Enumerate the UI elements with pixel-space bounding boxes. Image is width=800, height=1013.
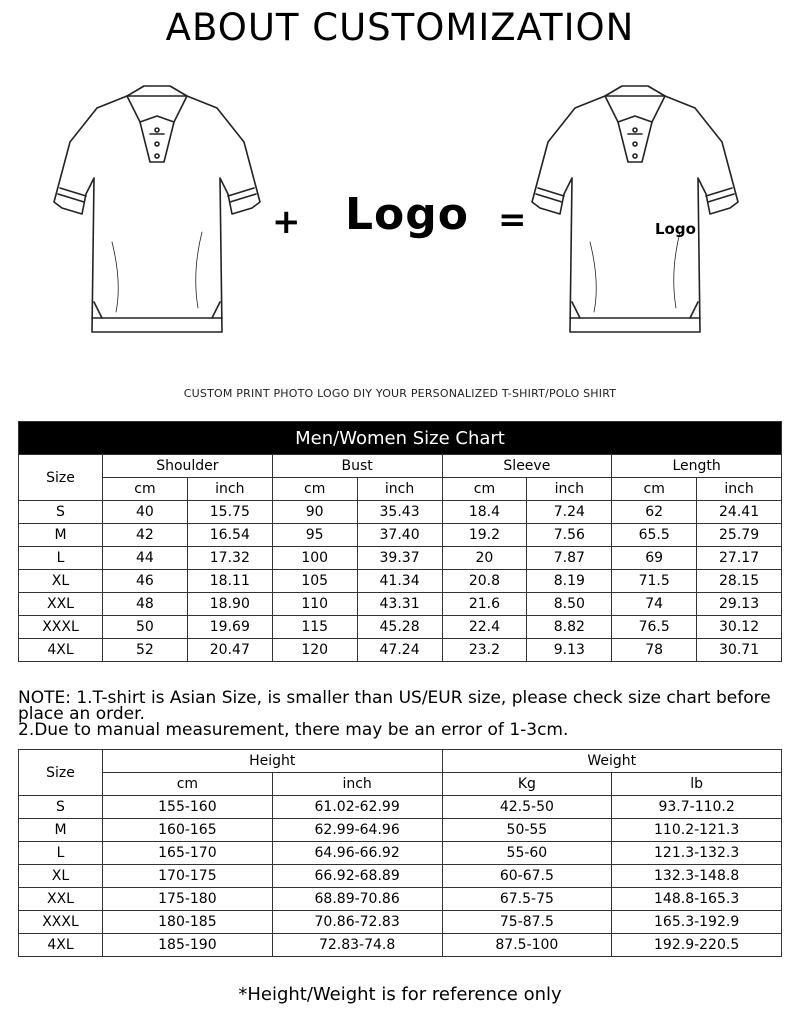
table-row <box>19 547 782 570</box>
page-title: ABOUT CUSTOMIZATION <box>165 6 635 49</box>
value-cell: 132.3-148.8 <box>612 865 782 888</box>
value-cell: 35.43 <box>357 501 442 524</box>
table-row <box>19 501 782 524</box>
value-cell: 44 <box>103 547 188 570</box>
unit-header: lb <box>612 773 782 796</box>
value-cell: 120 <box>272 639 357 662</box>
table-row <box>19 819 782 842</box>
value-cell: 41.34 <box>357 570 442 593</box>
value-cell: 72.83-74.8 <box>272 934 442 957</box>
value-cell: 19.2 <box>442 524 527 547</box>
table-row <box>19 911 782 934</box>
value-cell: 17.32 <box>187 547 272 570</box>
size-cell: XXXL <box>19 616 103 639</box>
value-cell: 50 <box>103 616 188 639</box>
value-cell: 8.19 <box>527 570 612 593</box>
group-header: Shoulder <box>103 455 273 478</box>
value-cell: 93.7-110.2 <box>612 796 782 819</box>
value-cell: 16.54 <box>187 524 272 547</box>
value-cell: 28.15 <box>697 570 782 593</box>
footer-note: *Height/Weight is for reference only <box>238 984 562 1005</box>
size-cell: L <box>19 547 103 570</box>
unit-header: inch <box>187 478 272 501</box>
table-row <box>19 796 782 819</box>
size-cell: 4XL <box>19 934 103 957</box>
size-cell: XXXL <box>19 911 103 934</box>
value-cell: 7.87 <box>527 547 612 570</box>
value-cell: 39.37 <box>357 547 442 570</box>
value-cell: 170-175 <box>103 865 273 888</box>
value-cell: 185-190 <box>103 934 273 957</box>
value-cell: 18.4 <box>442 501 527 524</box>
value-cell: 121.3-132.3 <box>612 842 782 865</box>
table-row <box>19 639 782 662</box>
size-chart-table <box>18 421 782 662</box>
value-cell: 160-165 <box>103 819 273 842</box>
value-cell: 24.41 <box>697 501 782 524</box>
size-cell: S <box>19 501 103 524</box>
value-cell: 64.96-66.92 <box>272 842 442 865</box>
value-cell: 37.40 <box>357 524 442 547</box>
group-header: Height <box>103 750 443 773</box>
value-cell: 71.5 <box>612 570 697 593</box>
table-row <box>19 888 782 911</box>
size-cell: XXL <box>19 888 103 911</box>
group-header: Bust <box>272 455 442 478</box>
value-cell: 52 <box>103 639 188 662</box>
value-cell: 66.92-68.89 <box>272 865 442 888</box>
value-cell: 75-87.5 <box>442 911 612 934</box>
value-cell: 8.50 <box>527 593 612 616</box>
value-cell: 180-185 <box>103 911 273 934</box>
equals-sign: = <box>498 200 527 240</box>
value-cell: 110.2-121.3 <box>612 819 782 842</box>
value-cell: 62.99-64.96 <box>272 819 442 842</box>
unit-header: cm <box>442 478 527 501</box>
size-cell: XXL <box>19 593 103 616</box>
size-column-header: Size <box>19 455 103 501</box>
unit-header: cm <box>103 773 273 796</box>
table-row <box>19 616 782 639</box>
value-cell: 90 <box>272 501 357 524</box>
value-cell: 23.2 <box>442 639 527 662</box>
table-row <box>19 842 782 865</box>
unit-header: inch <box>272 773 442 796</box>
value-cell: 67.5-75 <box>442 888 612 911</box>
note-line-2: 2.Due to manual measurement, there may be an error of 1-3cm. <box>18 720 569 740</box>
note-line-1: NOTE: 1.T-shirt is Asian Size, is smaller than US/EUR size, please check size chart before place an order. <box>18 688 771 724</box>
value-cell: 87.5-100 <box>442 934 612 957</box>
size-column-header: Size <box>19 750 103 796</box>
value-cell: 115 <box>272 616 357 639</box>
value-cell: 95 <box>272 524 357 547</box>
size-cell: XL <box>19 570 103 593</box>
value-cell: 110 <box>272 593 357 616</box>
value-cell: 15.75 <box>187 501 272 524</box>
subtitle: CUSTOM PRINT PHOTO LOGO DIY YOUR PERSONALIZED T-SHIRT/POLO SHIRT <box>183 387 617 400</box>
unit-header: inch <box>357 478 442 501</box>
value-cell: 30.71 <box>697 639 782 662</box>
unit-header: Kg <box>442 773 612 796</box>
value-cell: 61.02-62.99 <box>272 796 442 819</box>
customization-illustration <box>0 72 800 372</box>
value-cell: 175-180 <box>103 888 273 911</box>
value-cell: 45.28 <box>357 616 442 639</box>
value-cell: 18.11 <box>187 570 272 593</box>
value-cell: 105 <box>272 570 357 593</box>
size-cell: L <box>19 842 103 865</box>
value-cell: 20.8 <box>442 570 527 593</box>
height-weight-table <box>18 749 782 957</box>
value-cell: 7.24 <box>527 501 612 524</box>
size-chart-heading: Men/Women Size Chart <box>19 422 782 455</box>
value-cell: 148.8-165.3 <box>612 888 782 911</box>
group-header: Sleeve <box>442 455 612 478</box>
value-cell: 100 <box>272 547 357 570</box>
value-cell: 40 <box>103 501 188 524</box>
value-cell: 65.5 <box>612 524 697 547</box>
value-cell: 30.12 <box>697 616 782 639</box>
plus-sign: + <box>272 202 301 242</box>
value-cell: 192.9-220.5 <box>612 934 782 957</box>
value-cell: 27.17 <box>697 547 782 570</box>
unit-header: cm <box>612 478 697 501</box>
unit-header: cm <box>103 478 188 501</box>
value-cell: 8.82 <box>527 616 612 639</box>
value-cell: 20.47 <box>187 639 272 662</box>
value-cell: 9.13 <box>527 639 612 662</box>
value-cell: 48 <box>103 593 188 616</box>
value-cell: 20 <box>442 547 527 570</box>
value-cell: 42.5-50 <box>442 796 612 819</box>
value-cell: 29.13 <box>697 593 782 616</box>
value-cell: 155-160 <box>103 796 273 819</box>
value-cell: 74 <box>612 593 697 616</box>
shirt-logo-text: Logo <box>655 220 696 238</box>
table-row <box>19 593 782 616</box>
size-cell: M <box>19 819 103 842</box>
value-cell: 42 <box>103 524 188 547</box>
value-cell: 46 <box>103 570 188 593</box>
value-cell: 22.4 <box>442 616 527 639</box>
size-cell: XL <box>19 865 103 888</box>
plain-polo-shirt-icon <box>52 82 262 342</box>
table-row <box>19 865 782 888</box>
table-row <box>19 570 782 593</box>
table-row <box>19 934 782 957</box>
table-row <box>19 524 782 547</box>
value-cell: 25.79 <box>697 524 782 547</box>
value-cell: 47.24 <box>357 639 442 662</box>
value-cell: 165-170 <box>103 842 273 865</box>
value-cell: 43.31 <box>357 593 442 616</box>
value-cell: 60-67.5 <box>442 865 612 888</box>
value-cell: 68.89-70.86 <box>272 888 442 911</box>
size-cell: 4XL <box>19 639 103 662</box>
value-cell: 78 <box>612 639 697 662</box>
value-cell: 50-55 <box>442 819 612 842</box>
value-cell: 76.5 <box>612 616 697 639</box>
size-cell: S <box>19 796 103 819</box>
logo-polo-shirt-icon <box>530 82 740 342</box>
unit-header: inch <box>697 478 782 501</box>
logo-text: Logo <box>345 189 469 240</box>
value-cell: 69 <box>612 547 697 570</box>
value-cell: 62 <box>612 501 697 524</box>
unit-header: inch <box>527 478 612 501</box>
size-note <box>18 690 782 738</box>
value-cell: 55-60 <box>442 842 612 865</box>
unit-header: cm <box>272 478 357 501</box>
group-header: Length <box>612 455 782 478</box>
value-cell: 21.6 <box>442 593 527 616</box>
value-cell: 70.86-72.83 <box>272 911 442 934</box>
value-cell: 19.69 <box>187 616 272 639</box>
value-cell: 165.3-192.9 <box>612 911 782 934</box>
size-cell: M <box>19 524 103 547</box>
group-header: Weight <box>442 750 782 773</box>
value-cell: 18.90 <box>187 593 272 616</box>
value-cell: 7.56 <box>527 524 612 547</box>
